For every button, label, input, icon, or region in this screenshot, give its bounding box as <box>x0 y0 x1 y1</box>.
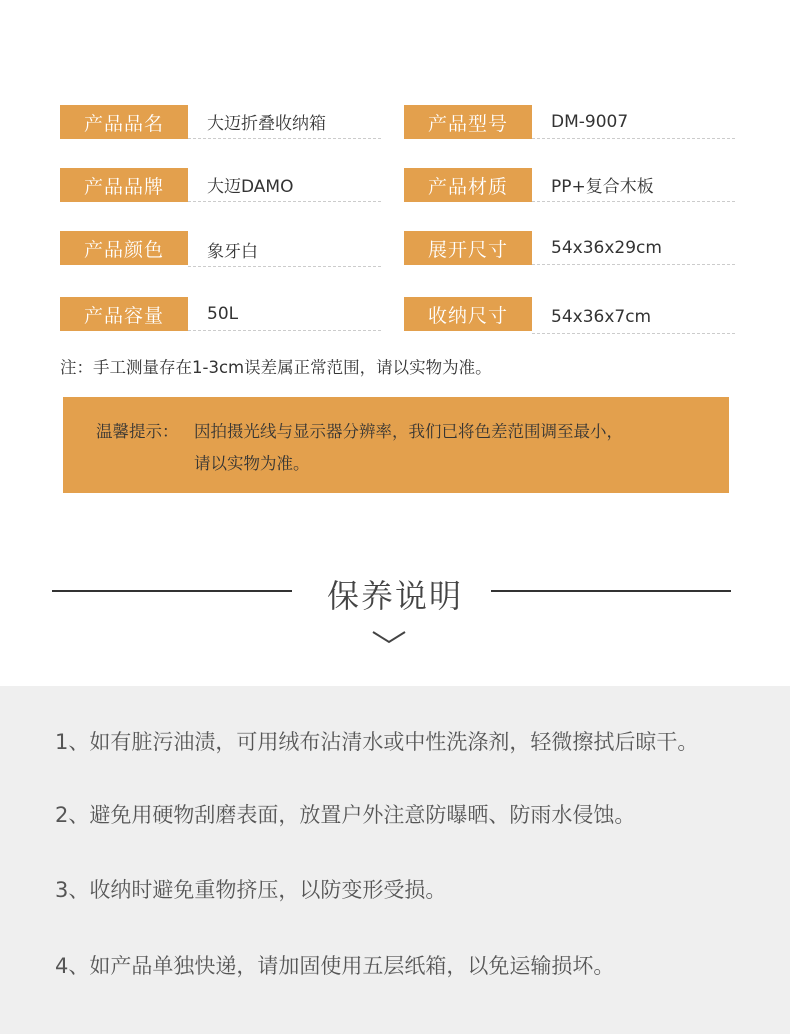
section-title: 保养说明 <box>326 577 463 615</box>
spec-value-material: PP+复合木板 <box>532 168 735 202</box>
spec-value-unfolded-size: 54x36x29cm <box>532 231 735 265</box>
spec-label-model: 产品型号 <box>404 105 532 139</box>
chevron-down-icon <box>371 629 407 645</box>
tip-text-line1: 因拍摄光线与显示器分辨率，我们已将色差范围调至最小， <box>194 422 623 441</box>
spec-label-unfolded-size: 展开尺寸 <box>404 231 532 265</box>
spec-value-brand: 大迈DAMO <box>188 168 381 202</box>
spec-value-folded-size: 54x36x7cm <box>532 300 735 334</box>
care-instructions-panel <box>0 686 790 1034</box>
spec-label-product-name: 产品品名 <box>60 105 188 139</box>
care-item: 1、如有脏污油渍，可用绒布沾清水或中性洗涤剂，轻微擦拭后晾干。 <box>55 730 699 754</box>
care-item: 4、如产品单独快递，请加固使用五层纸箱，以免运输损坏。 <box>55 954 615 978</box>
spec-value-capacity: 50L <box>188 297 381 331</box>
tip-text-line2: 请以实物为准。 <box>194 454 310 473</box>
spec-value-color: 象牙白 <box>188 233 381 267</box>
spec-label-color: 产品颜色 <box>60 231 188 265</box>
spec-value-product-name: 大迈折叠收纳箱 <box>188 105 381 139</box>
spec-label-folded-size: 收纳尺寸 <box>404 297 532 331</box>
spec-label-capacity: 产品容量 <box>60 297 188 331</box>
tip-box <box>63 397 729 493</box>
spec-label-material: 产品材质 <box>404 168 532 202</box>
measurement-note: 注：手工测量存在1-3cm误差属正常范围，请以实物为准。 <box>60 358 492 377</box>
care-item: 2、避免用硬物刮磨表面，放置户外注意防曝晒、防雨水侵蚀。 <box>55 803 636 827</box>
spec-label-brand: 产品品牌 <box>60 168 188 202</box>
tip-label: 温馨提示： <box>96 422 179 441</box>
spec-value-model: DM-9007 <box>532 105 735 139</box>
care-item: 3、收纳时避免重物挤压，以防变形受损。 <box>55 878 447 902</box>
